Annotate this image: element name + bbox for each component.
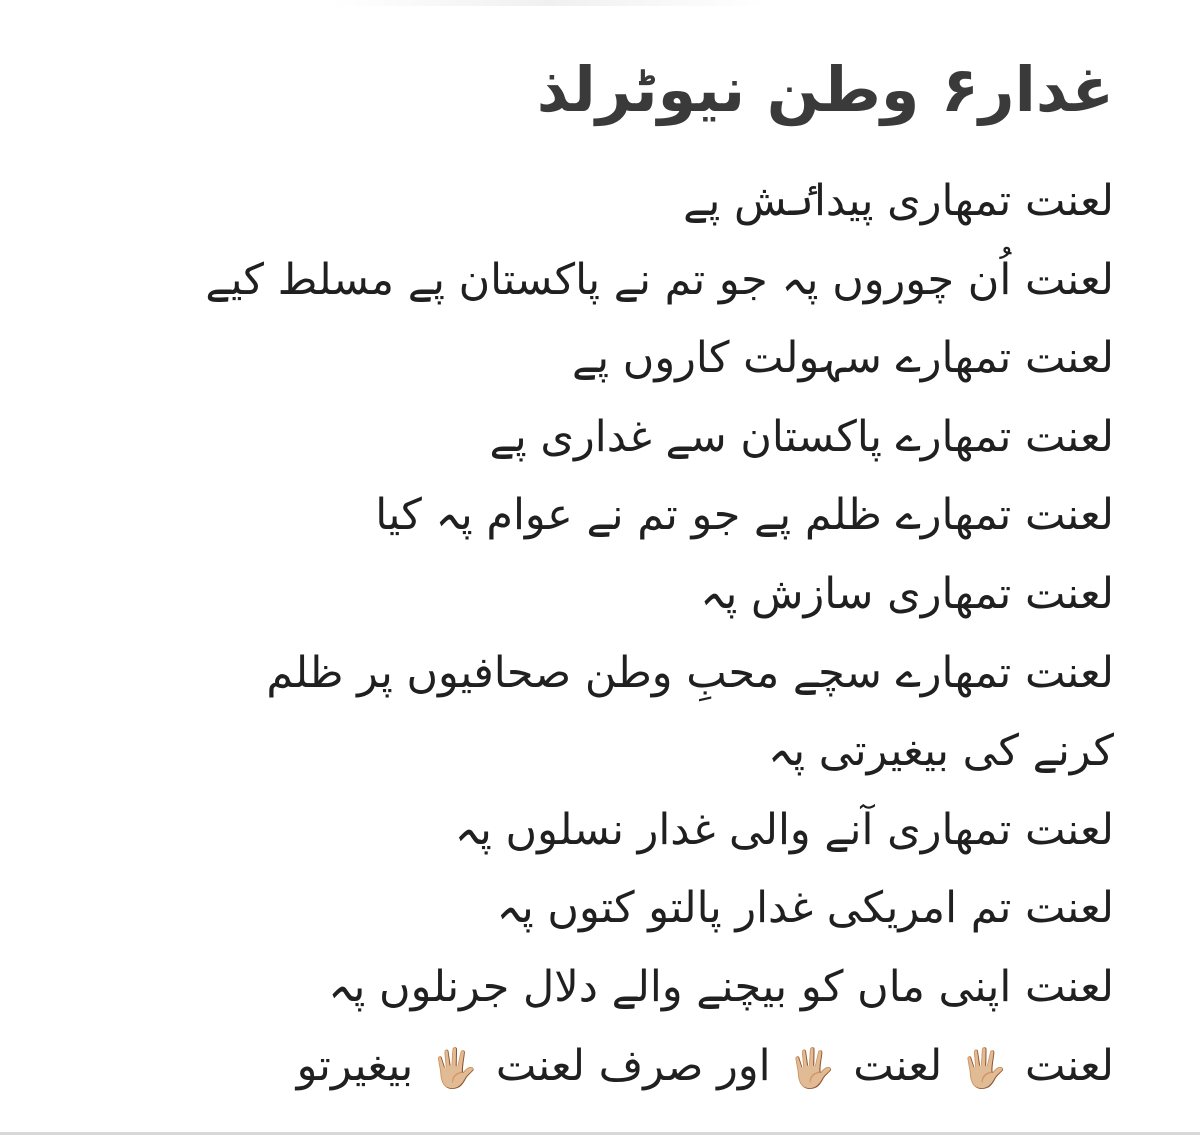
text-line-9: لعنت تمھاری آنے والی غدار نسلوں پہ — [454, 804, 1114, 855]
raised-hand-icon: 🖐🏼 — [788, 1045, 836, 1090]
last-line-word-1: لعنت — [1024, 1040, 1114, 1091]
text-line-3: لعنت تمھارے سہولت کاروں پے — [571, 333, 1114, 384]
raised-hand-icon: 🖐🏼 — [959, 1045, 1008, 1090]
text-line-4: لعنت تمھارے پاکستان سے غداری پے — [489, 411, 1114, 462]
text-line-8: کرنے کی بیغیرتی پہ — [767, 726, 1114, 777]
text-line-11: لعنت اپنی ماں کو بیچنے والے دلال جرنلوں پہ — [328, 961, 1114, 1012]
text-line-7: لعنت تمھارے سچے محبِ وطن صحافیوں پر ظلم — [266, 647, 1114, 698]
text-line-5: لعنت تمھارے ظلم پے جو تم نے عوام پہ کیا — [375, 490, 1114, 541]
last-line-word-2: لعنت — [853, 1040, 943, 1091]
text-line-10: لعنت تم امریکی غدار پالتو کتوں پہ — [496, 883, 1114, 934]
text-line-6: لعنت تمھاری سازش پہ — [700, 568, 1114, 619]
text-lines — [16, 162, 1114, 1105]
text-line-2: لعنت اُن چوروں پہ جو تم نے پاکستان پے مسلط کیے — [205, 254, 1114, 305]
raised-hand-icon: 🖐🏼 — [430, 1045, 479, 1090]
last-line-word-4: بیغیرتو — [296, 1040, 414, 1091]
text-line-1: لعنت تمھاری پیداٸش پے — [683, 176, 1114, 226]
text-line-12 — [16, 1027, 1114, 1106]
last-line-phrase-3: اور صرف لعنت — [495, 1040, 771, 1091]
document-title: غدار۶ وطن نیوٹرلذ — [536, 53, 1114, 126]
